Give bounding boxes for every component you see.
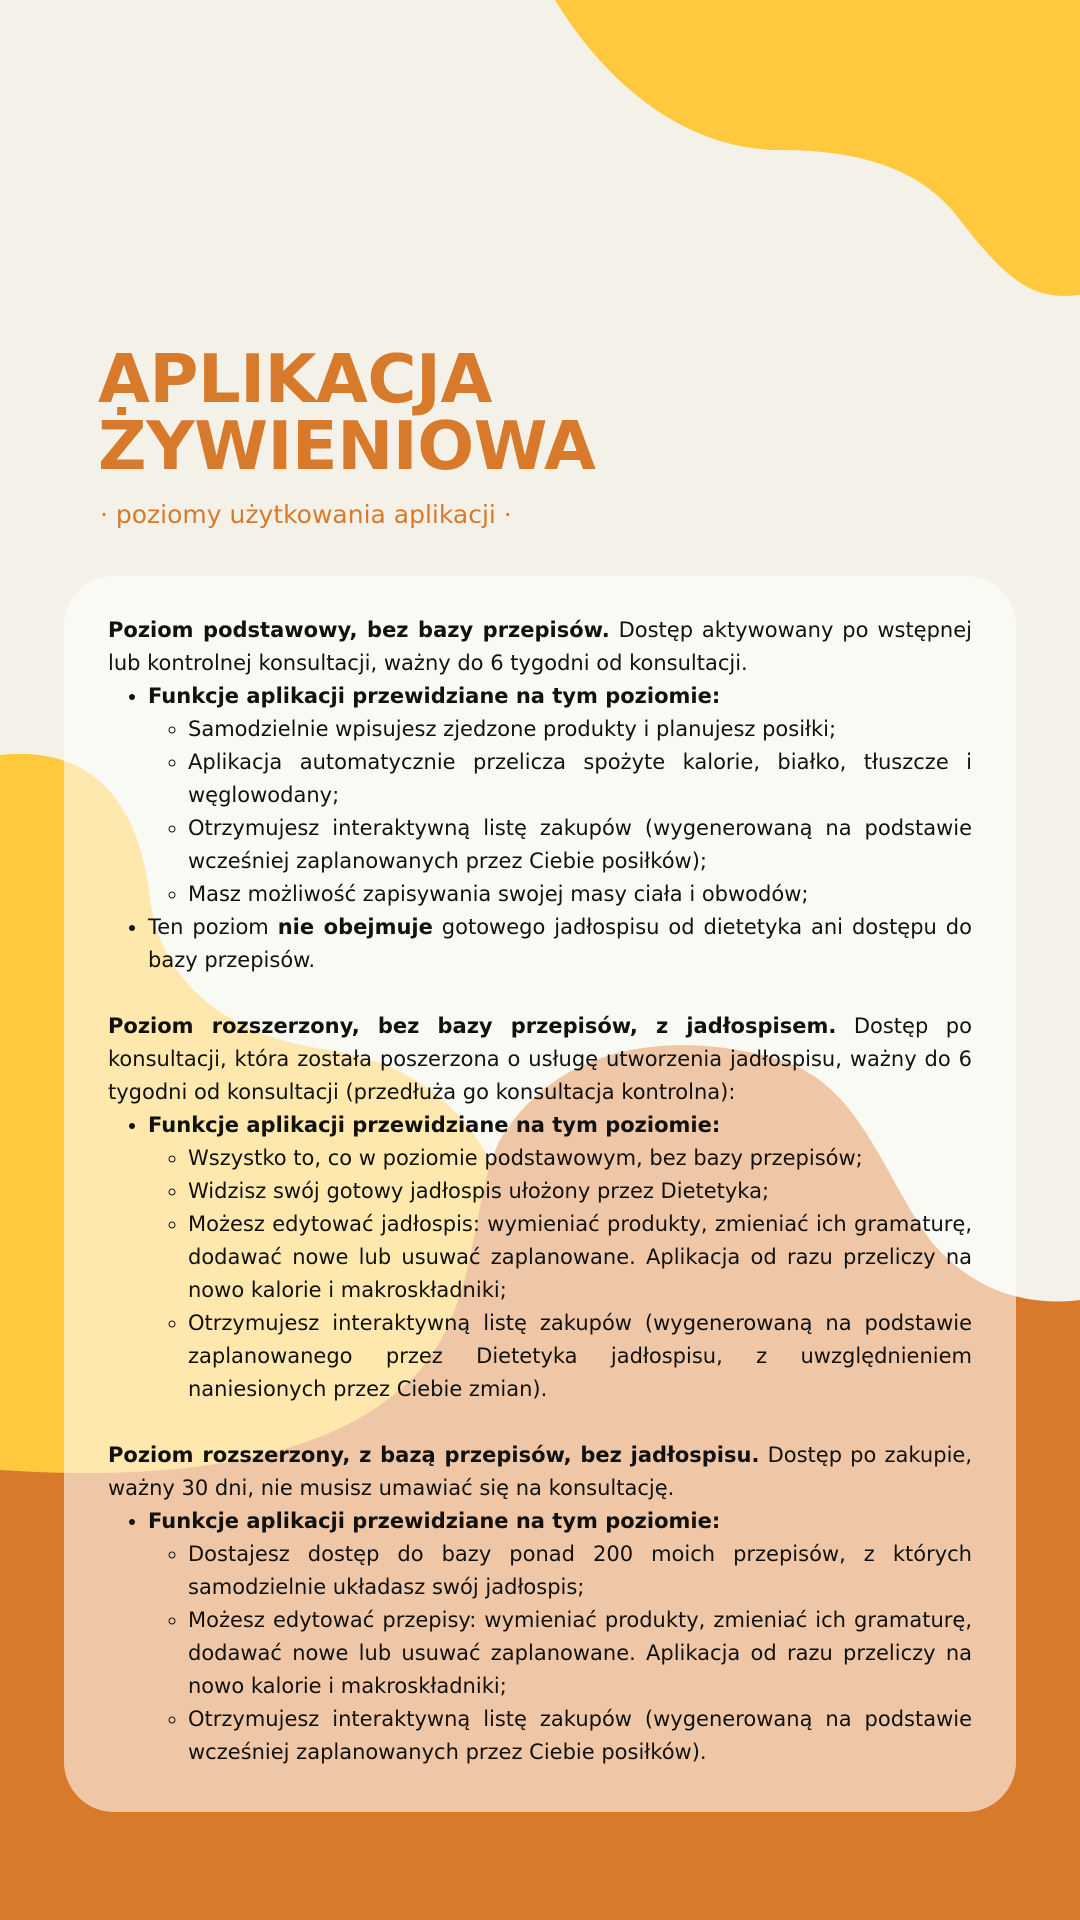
feature-item: ◦ Widzisz swój gotowy jadłospis ułożony przez Dietetyka; bbox=[188, 1175, 972, 1208]
levels-content bbox=[108, 614, 972, 1802]
note-text: Ten poziom bbox=[148, 915, 278, 939]
feature-item: ◦ Możesz edytować jadłospis: wymieniać produkty, zmieniać ich gramaturę, dodawać nowe lub usuwać zaplanowane. Aplikacja od razu przeliczy na nowo kalorie i makroskładniki; bbox=[188, 1208, 972, 1307]
features-label: Funkcje aplikacji przewidziane na tym poziomie: bbox=[148, 1509, 721, 1533]
level-bullets bbox=[108, 1109, 972, 1406]
features-label: Funkcje aplikacji przewidziane na tym poziomie: bbox=[148, 1113, 721, 1137]
level-description: Dostęp po zakupie, ważny 30 dni, nie musisz umawiać się na konsultację. bbox=[108, 1443, 972, 1500]
feature-item: ◦ Aplikacja automatycznie przelicza spożyte kalorie, białko, tłuszcze i węglowodany; bbox=[188, 746, 972, 812]
list-item bbox=[148, 911, 972, 977]
feature-item: ◦ Samodzielnie wpisujesz zjedzone produkty i planujesz posiłki; bbox=[188, 713, 972, 746]
level-description: Dostęp po konsultacji, która została poszerzona o usługę utworzenia jadłospisu, ważny do 6 tygodni od konsultacji (przedłuża go konsultacja kontrolna): bbox=[108, 1014, 972, 1104]
feature-item: ◦ Otrzymujesz interaktywną listę zakupów (wygenerowaną na podstawie wcześniej zaplanowanych przez Ciebie posiłków). bbox=[188, 1703, 972, 1769]
note-emphasis: nie obejmuje bbox=[277, 915, 433, 939]
features-list bbox=[148, 713, 972, 911]
features-list bbox=[148, 1538, 972, 1769]
title-line-2: ŻYWIENIOWA bbox=[98, 407, 596, 485]
list-item bbox=[148, 1109, 972, 1406]
features-list bbox=[148, 1142, 972, 1406]
level-extended-recipes bbox=[108, 1439, 972, 1769]
list-item bbox=[148, 1505, 972, 1769]
level-basic bbox=[108, 614, 972, 977]
level-extended-menu bbox=[108, 1010, 972, 1406]
level-intro bbox=[108, 614, 972, 680]
page-subtitle: · poziomy użytkowania aplikacji · bbox=[100, 500, 512, 529]
level-heading: Poziom podstawowy, bez bazy przepisów. bbox=[108, 618, 610, 642]
feature-item: ◦ Masz możliwość zapisywania swojej masy ciała i obwodów; bbox=[188, 878, 972, 911]
note-text: gotowego jadłospisu od dietetyka ani dostępu do bazy przepisów. bbox=[148, 915, 972, 972]
level-bullets bbox=[108, 1505, 972, 1769]
title-line-1: APLIKACJA bbox=[98, 340, 492, 418]
level-description: Dostęp aktywowany po wstępnej lub kontrolnej konsultacji, ważny do 6 tygodni od konsultacji. bbox=[108, 618, 972, 675]
features-label: Funkcje aplikacji przewidziane na tym poziomie: bbox=[148, 684, 721, 708]
feature-item: ◦ Otrzymujesz interaktywną listę zakupów (wygenerowaną na podstawie zaplanowanego przez Dietetyka jadłospisu, z uwzględnieniem naniesionych przez Ciebie zmian). bbox=[188, 1307, 972, 1406]
feature-item: ◦ Dostajesz dostęp do bazy ponad 200 moich przepisów, z których samodzielnie układasz swój jadłospis; bbox=[188, 1538, 972, 1604]
page-title bbox=[98, 340, 596, 485]
level-heading: Poziom rozszerzony, bez bazy przepisów, z jadłospisem. bbox=[108, 1014, 837, 1038]
feature-item: ◦ Otrzymujesz interaktywną listę zakupów (wygenerowaną na podstawie wcześniej zaplanowanych przez Ciebie posiłków); bbox=[188, 812, 972, 878]
level-heading: Poziom rozszerzony, z bazą przepisów, bez jadłospisu. bbox=[108, 1443, 760, 1467]
level-intro bbox=[108, 1439, 972, 1505]
feature-item: ◦ Możesz edytować przepisy: wymieniać produkty, zmieniać ich gramaturę, dodawać nowe lub usuwać zaplanowane. Aplikacja od razu przeliczy na nowo kalorie i makroskładniki; bbox=[188, 1604, 972, 1703]
level-bullets bbox=[108, 680, 972, 977]
list-item bbox=[148, 680, 972, 911]
feature-item: ◦ Wszystko to, co w poziomie podstawowym, bez bazy przepisów; bbox=[188, 1142, 972, 1175]
level-intro bbox=[108, 1010, 972, 1109]
